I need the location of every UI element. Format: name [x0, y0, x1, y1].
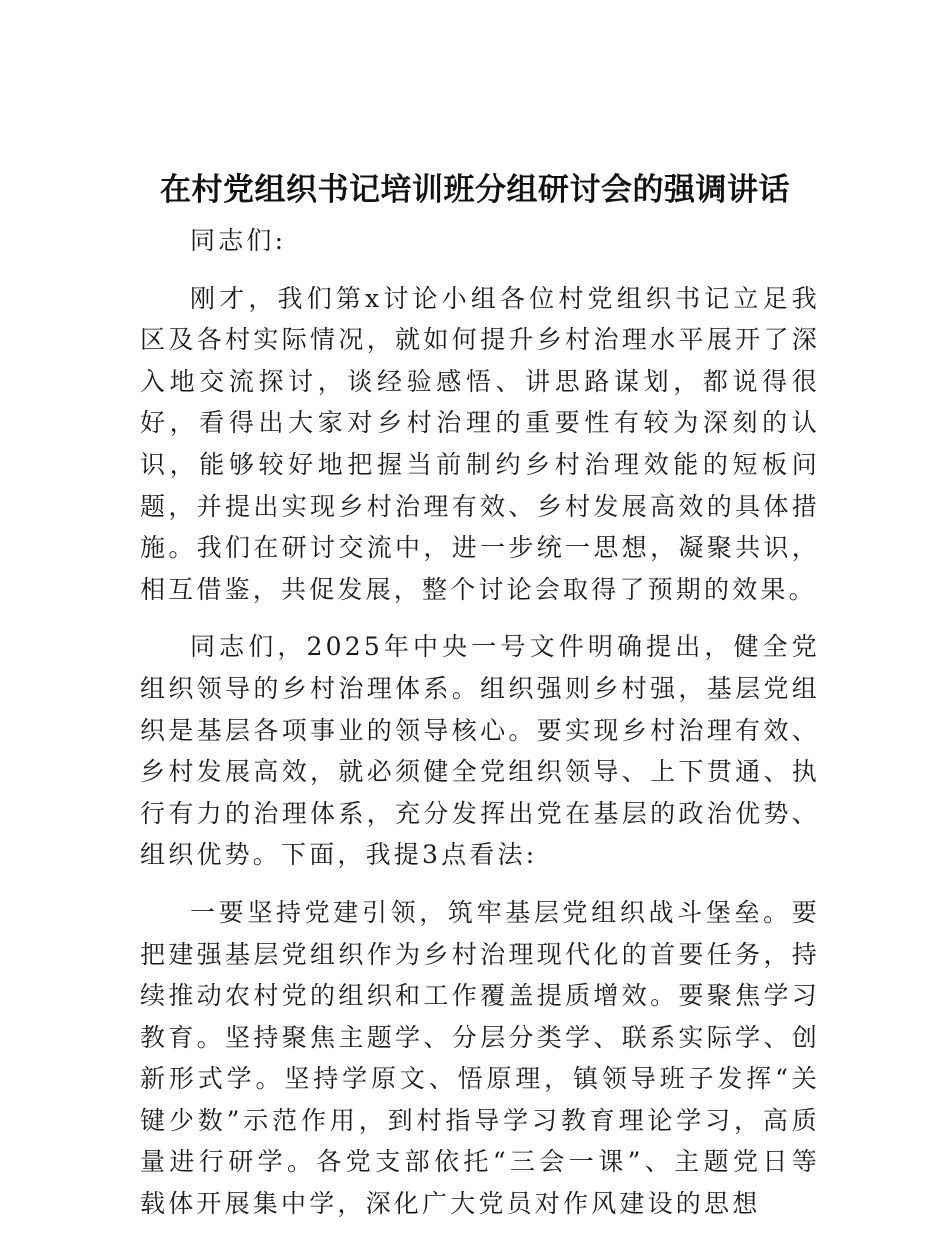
paragraph-context: 同志们，2025年中央一号文件明确提出，健全党组织领导的乡村治理体系。组织强则乡村强，基层党组织是基层各项事业的领导核心。要实现乡村治理有效、乡村发展高效，就必须健全党组织领导、上下贯通、执行有力的治理体系，充分发挥出党在基层的政治优势、组织优势。下面，我提3点看法:: [140, 632, 820, 870]
paragraph-opening: 刚才，我们第x讨论小组各位村党组织书记立足我区及各村实际情况，就如何提升乡村治理水平展开了深入地交流探讨，谈经验感悟、讲思路谋划，都说得很好，看得出大家对乡村治理的重要性有较为深刻的认识，能够较好地把握当前制约乡村治理效能的短板问题，并提出实现乡村治理有效、乡村发展高效的具体措施。我们在研讨交流中，进一步统一思想，凝聚共识，相互借鉴，共促发展，整个讨论会取得了预期的效果。: [140, 283, 820, 604]
greeting: 同志们:: [190, 226, 287, 255]
document-title: 在村党组织书记培训班分组研讨会的强调讲话: [160, 172, 790, 208]
document-body: [140, 220, 820, 1241]
paragraph-point-one: 一要坚持党建引领，筑牢基层党组织战斗堡垒。要把建强基层党组织作为乡村治理现代化的首要任务，持续推动农村党的组织和工作覆盖提质增效。要聚焦学习教育。坚持聚焦主题学、分层分类学、联系实际学、创新形式学。坚持学原文、悟原理，镇领导班子发挥“关键少数”示范作用，到村指导学习教育理论学习，高质量进行研学。各党支部依托“三会一课”、主题党日等载体开展集中学，深化广大党员对作风建设的思想: [140, 897, 820, 1219]
